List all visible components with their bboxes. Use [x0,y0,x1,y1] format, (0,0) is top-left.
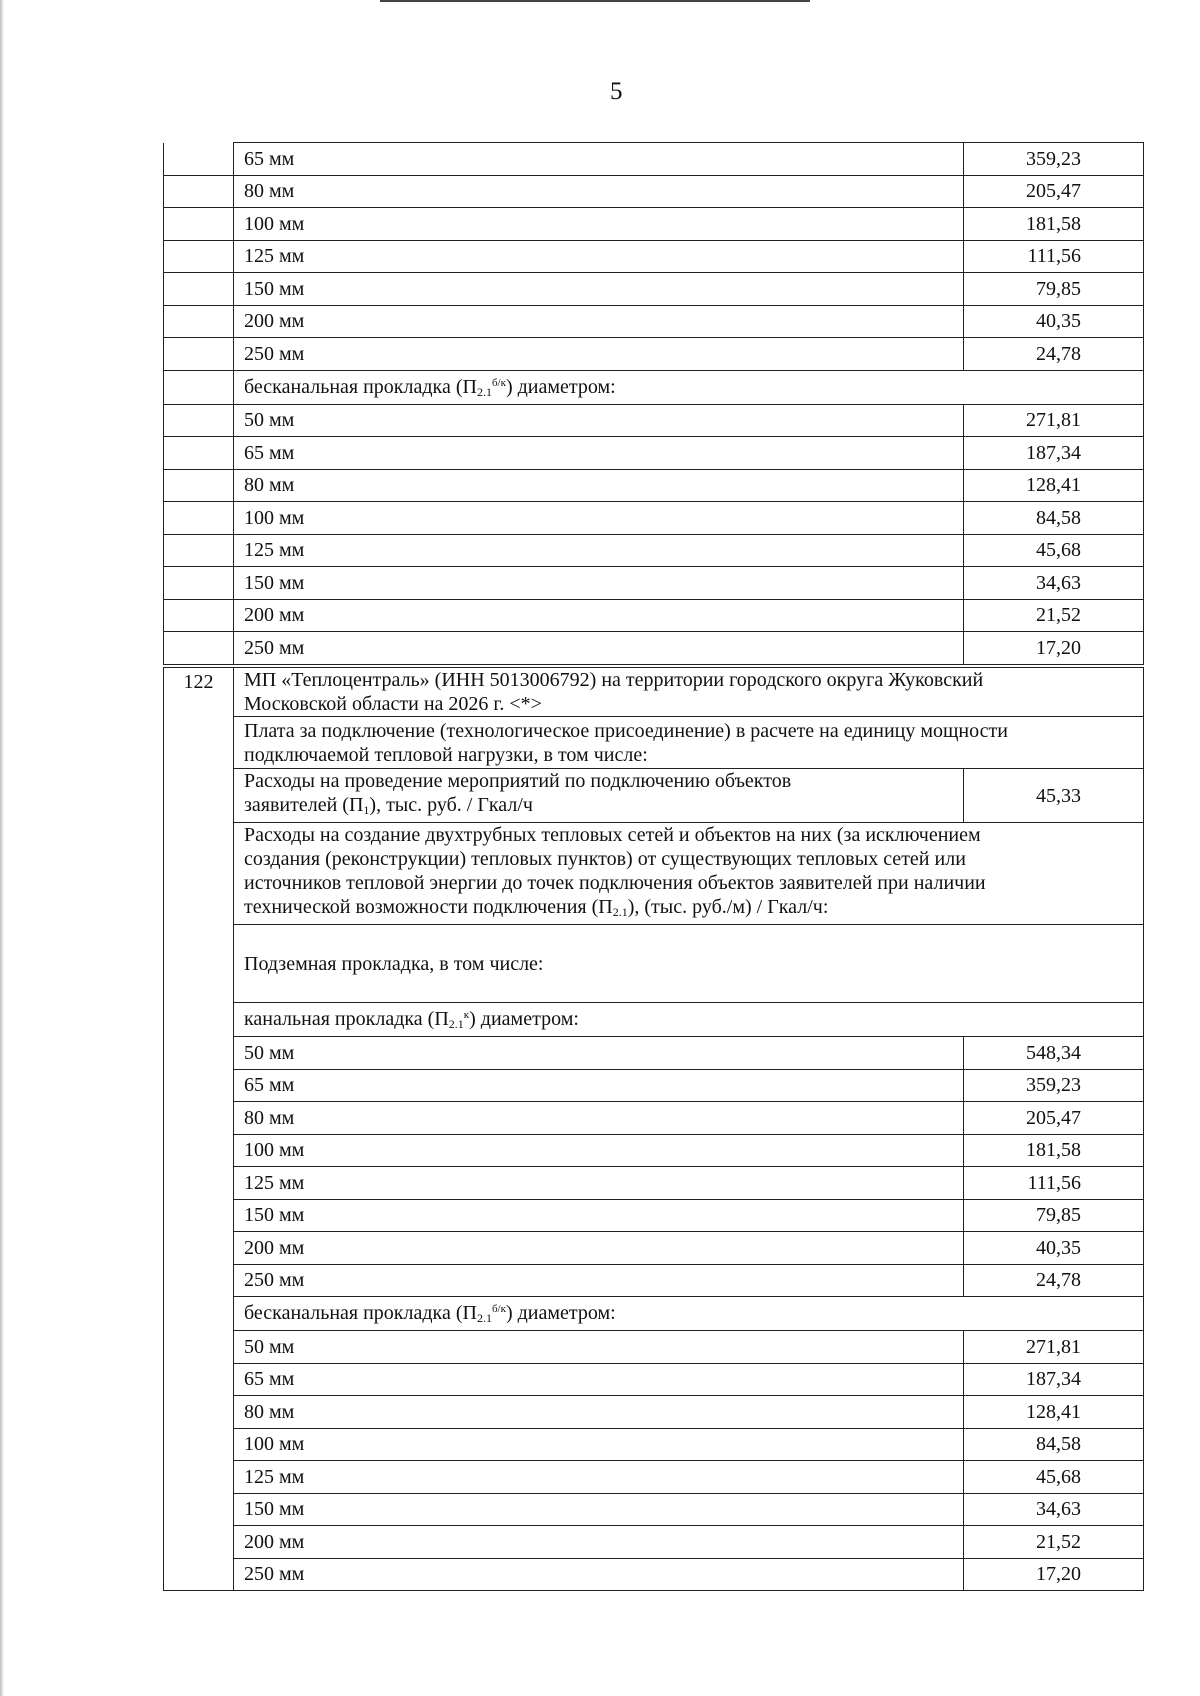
diameter-value: 79,85 [964,1199,1144,1232]
blank-number-cell [164,273,234,306]
diameter-label: 80 мм [234,1396,964,1429]
org-cell [234,668,1144,717]
diameter-row [164,1363,1144,1396]
channel-sub: 2.1 [448,1017,464,1031]
diameter-label: 50 мм [234,1037,964,1070]
diameter-value: 84,58 [964,502,1144,535]
diameter-label: 100 мм [234,502,964,535]
channel-prefix: канальная прокладка (П [244,1008,449,1030]
channelless-sub: 2.1 [476,384,492,399]
diameter-row [164,1069,1144,1102]
diameter-value: 24,78 [964,1264,1144,1297]
diameter-label: 125 мм [234,240,964,273]
entry-number: 122 [164,668,234,1591]
diameter-value: 359,23 [964,1069,1144,1102]
create-line-4-suffix: ), (тыс. руб./м) / Гкал/ч: [627,896,829,918]
diameter-value: 111,56 [964,240,1144,273]
diameter-label: 50 мм [234,404,964,437]
create-line-2: создания (реконструкции) тепловых пунктов) от существующих тепловых сетей или [244,848,966,870]
diameter-label: 125 мм [234,1461,964,1494]
underground-cell: Подземная прокладка, в том числе: [234,925,1144,1003]
scan-edge [0,0,4,1696]
diameter-label: 100 мм [234,1428,964,1461]
diameter-row [164,175,1144,208]
diameter-row [164,1102,1144,1135]
blank-number-cell [164,208,234,241]
diameter-row [164,599,1144,632]
diameter-value: 181,58 [964,208,1144,241]
diameter-row [164,1558,1144,1591]
diameter-row [164,208,1144,241]
fee-row [164,717,1144,769]
diameter-label: 250 мм [234,632,964,665]
diameter-label: 250 мм [234,1558,964,1591]
diameter-row [164,1037,1144,1070]
diameter-label: 150 мм [234,1493,964,1526]
diameter-row [164,1461,1144,1494]
create-row [164,823,1144,925]
diameter-value: 45,68 [964,1461,1144,1494]
diameter-label: 65 мм [234,143,964,176]
diameter-label: 250 мм [234,338,964,371]
diameter-label: 80 мм [234,1102,964,1135]
diameter-row [164,1199,1144,1232]
diameter-value: 45,68 [964,534,1144,567]
blank-number-cell [164,437,234,470]
diameter-label: 200 мм [234,599,964,632]
diameter-value: 21,52 [964,1526,1144,1559]
diameter-row [164,1331,1144,1364]
diameter-value: 187,34 [964,1363,1144,1396]
diameter-row [164,305,1144,338]
top-border-line [380,0,810,2]
fee-cell [234,717,1144,769]
diameter-label: 125 мм [234,1167,964,1200]
create-cell [234,823,1144,925]
org-line-2: Московской области на 2026 г. <*> [244,693,542,715]
diameter-label: 65 мм [234,1069,964,1102]
diameter-value: 128,41 [964,469,1144,502]
diameter-label: 150 мм [234,567,964,600]
diameter-value: 359,23 [964,143,1144,176]
channel-header-cell [234,1003,1144,1037]
diameter-row [164,143,1144,176]
channelless-header-row [164,370,1144,404]
diameter-label: 200 мм [234,1232,964,1265]
expense-line-1: Расходы на проведение мероприятий по подключению объектов [244,770,792,792]
org-row [164,668,1144,717]
diameter-row [164,502,1144,535]
channelless-suffix: ) диаметром: [505,375,616,398]
diameter-row [164,240,1144,273]
diameter-value: 79,85 [964,273,1144,306]
diameter-label: 100 мм [234,208,964,241]
expense-value: 45,33 [964,769,1144,823]
diameter-label: 150 мм [234,273,964,306]
blank-number-cell [164,404,234,437]
channelless-sup: б/к [491,1303,506,1315]
diameter-value: 40,35 [964,1232,1144,1265]
diameter-row [164,632,1144,665]
blank-number-cell [164,599,234,632]
diameter-value: 548,34 [964,1037,1144,1070]
create-line-4-sub: 2.1 [612,905,628,919]
diameter-label: 200 мм [234,305,964,338]
diameter-value: 128,41 [964,1396,1144,1429]
diameter-value: 271,81 [964,1331,1144,1364]
diameter-row [164,338,1144,371]
diameter-value: 111,56 [964,1167,1144,1200]
diameter-row [164,534,1144,567]
channelless-header-row [164,1297,1144,1331]
diameter-row [164,404,1144,437]
diameter-value: 24,78 [964,338,1144,371]
diameter-value: 21,52 [964,599,1144,632]
blank-number-cell [164,370,234,404]
tariff-table-continuation [163,142,1144,665]
diameter-label: 125 мм [234,534,964,567]
diameter-label: 80 мм [234,469,964,502]
diameter-row [164,567,1144,600]
blank-number-cell [164,632,234,665]
diameter-label: 150 мм [234,1199,964,1232]
diameter-row [164,1526,1144,1559]
channelless-suffix: ) диаметром: [505,1302,616,1324]
tariff-table-entry-122 [163,667,1144,1591]
diameter-value: 34,63 [964,1493,1144,1526]
diameter-row [164,437,1144,470]
diameter-row [164,1264,1144,1297]
expense-line-2-suffix: ), тыс. руб. / Гкал/ч [369,794,533,816]
blank-number-cell [164,143,234,176]
diameter-value: 187,34 [964,437,1144,470]
diameter-label: 65 мм [234,437,964,470]
blank-number-cell [164,338,234,371]
blank-number-cell [164,502,234,535]
diameter-value: 181,58 [964,1134,1144,1167]
expense-cell [234,769,964,823]
diameter-row [164,1232,1144,1265]
expense-line-2-sub: 1 [363,803,370,817]
diameter-value: 271,81 [964,404,1144,437]
diameter-row [164,1167,1144,1200]
page-number: 5 [610,78,623,105]
blank-number-cell [164,175,234,208]
expense-row [164,769,1144,823]
diameter-value: 34,63 [964,567,1144,600]
diameter-label: 200 мм [234,1526,964,1559]
diameter-row [164,1493,1144,1526]
channelless-prefix: бесканальная прокладка (П [244,375,477,398]
blank-number-cell [164,240,234,273]
org-line-1: МП «Теплоцентраль» (ИНН 5013006792) на территории городского округа Жуковский [244,669,984,691]
channelless-sup: б/к [491,376,506,389]
blank-number-cell [164,534,234,567]
diameter-label: 65 мм [234,1363,964,1396]
create-line-4-prefix: технической возможности подключения (П [244,896,613,918]
diameter-row [164,1134,1144,1167]
channel-sup: к [463,1009,470,1021]
channelless-header-cell [234,370,1144,404]
diameter-label: 80 мм [234,175,964,208]
diameter-value: 40,35 [964,305,1144,338]
fee-line-2: подключаемой тепловой нагрузки, в том числе: [244,743,648,766]
diameter-value: 205,47 [964,175,1144,208]
blank-number-cell [164,469,234,502]
blank-number-cell [164,305,234,338]
channelless-sub: 2.1 [476,1311,492,1325]
underground-row [164,925,1144,1003]
channelless-prefix: бесканальная прокладка (П [244,1302,477,1324]
diameter-value: 84,58 [964,1428,1144,1461]
create-line-3: источников тепловой энергии до точек подключения объектов заявителей при наличии [244,872,986,894]
channel-suffix: ) диаметром: [469,1008,579,1030]
diameter-row [164,273,1144,306]
fee-line-1: Плата за подключение (технологическое присоединение) в расчете на единицу мощности [244,719,1008,742]
diameter-value: 17,20 [964,1558,1144,1591]
create-line-1: Расходы на создание двухтрубных тепловых сетей и объектов на них (за исключением [244,824,981,846]
diameter-row [164,469,1144,502]
diameter-value: 17,20 [964,632,1144,665]
blank-number-cell [164,567,234,600]
diameter-label: 50 мм [234,1331,964,1364]
diameter-label: 100 мм [234,1134,964,1167]
diameter-row [164,1428,1144,1461]
expense-line-2-prefix: заявителей (П [244,794,364,816]
diameter-label: 250 мм [234,1264,964,1297]
diameter-value: 205,47 [964,1102,1144,1135]
diameter-row [164,1396,1144,1429]
channelless-header-cell [234,1297,1144,1331]
channel-header-row [164,1003,1144,1037]
